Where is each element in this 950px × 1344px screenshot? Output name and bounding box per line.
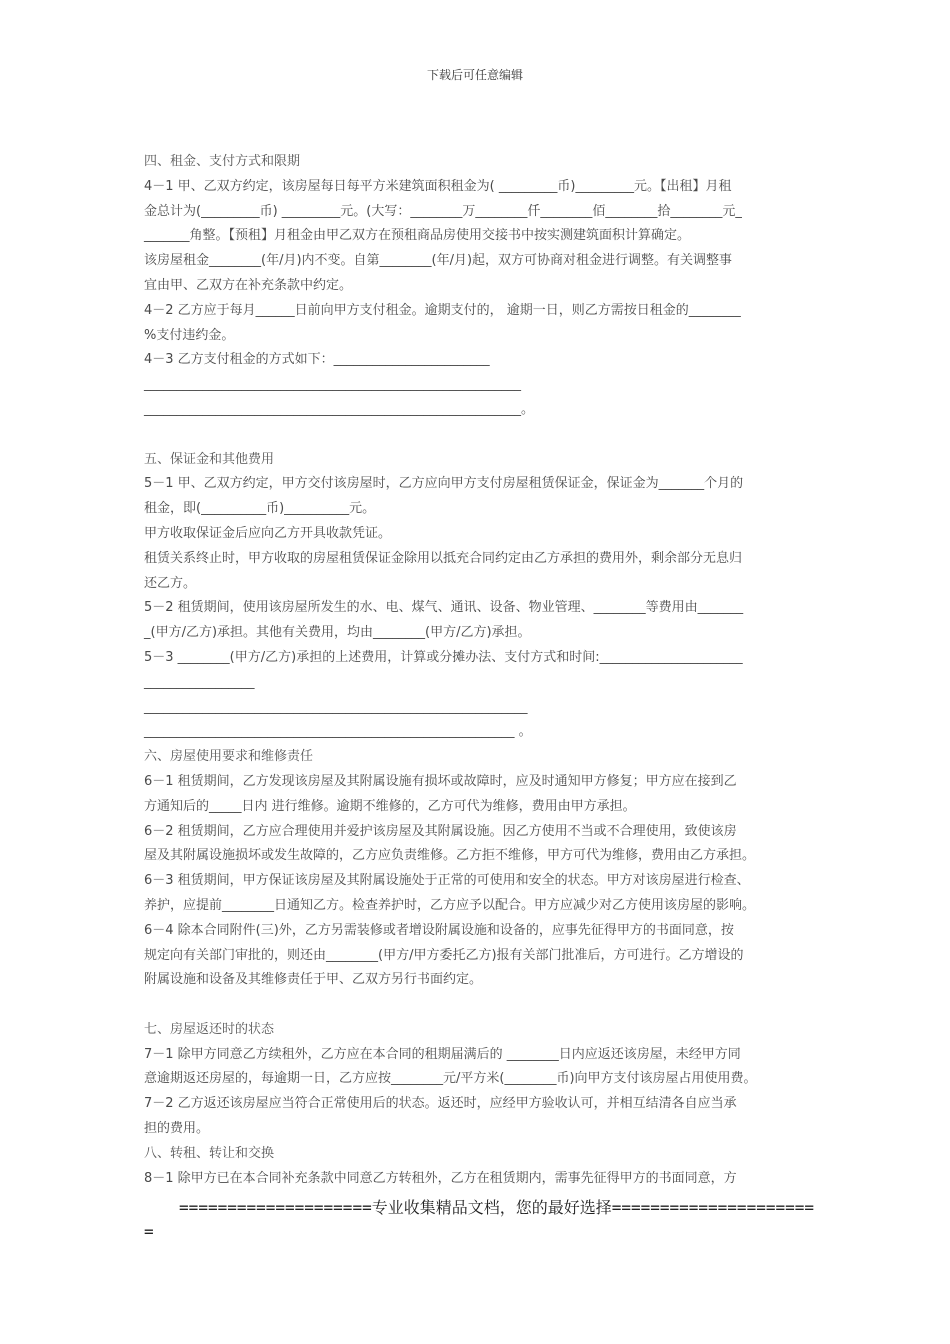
section-heading: 七、房屋返还时的状态 <box>144 1021 275 1037</box>
clause-line: %支付违约金。 <box>144 327 235 343</box>
page-header: 下载后可任意编辑 <box>426 68 523 82</box>
clause-line: 6－4 除本合同附件(三)外，乙方另需装修或者增设附属设施和设备的，应事先征得甲方的书面同意，按 <box>144 922 734 938</box>
clause-line: 4－3 乙方支付租金的方式如下：________________________ <box>144 352 490 368</box>
clause-line: 6－3 租赁期间，甲方保证该房屋及其附属设施处于正常的可使用和安全的状态。甲方对该房屋进行检查、 <box>144 873 750 889</box>
clause-line: 4－2 乙方应于每月______日前向甲方支付租金。逾期支付的， 逾期一日，则乙方需按日租金的________ <box>144 302 741 318</box>
clause-line: 附属设施和设备及其维修责任于甲、乙双方另行书面约定。 <box>144 972 483 988</box>
clause-line: _(甲方/乙方)承担。其他有关费用，均由________(甲方/乙方)承担。 <box>144 625 531 641</box>
clause-line: 6－1 租赁期间，乙方发现该房屋及其附属设施有损坏或故障时，应及时通知甲方修复；甲方应在接到乙 <box>144 773 737 789</box>
clause-line: 租金，即(__________币)__________元。 <box>144 501 376 517</box>
section-heading: 六、房屋使用要求和维修责任 <box>144 749 314 765</box>
clause-line: 租赁关系终止时，甲方收取的房屋租赁保证金除用以抵充合同约定由乙方承担的费用外，剩余部分无息归 <box>144 550 743 566</box>
blank-line: __________________________________________________________ <box>144 377 521 393</box>
contract-body <box>144 150 814 1191</box>
section-heading: 五、保证金和其他费用 <box>144 451 275 467</box>
clause-line: 意逾期返还房屋的，每逾期一日，乙方应按________元/平方米(________币)向甲方支付该房屋占用使用费。 <box>144 1071 757 1087</box>
clause-line: 宜由甲、乙双方在补充条款中约定。 <box>144 277 353 293</box>
clause-line: _______角整。【预租】月租金由甲乙双方在预租商品房使用交接书中按实测建筑面积计算确定。 <box>144 228 691 244</box>
clause-line: 养护，应提前________日通知乙方。检查养护时，乙方应予以配合。甲方应减少对乙方使用该房屋的影响。 <box>144 897 756 913</box>
section-heading: 四、租金、支付方式和限期 <box>144 154 301 169</box>
footer-banner-tail: = <box>144 1222 154 1241</box>
clause-line: 7－1 除甲方同意乙方续租外，乙方应在本合同的租期届满后的 ________日内应返还该房屋，未经甲方同 <box>144 1046 741 1062</box>
clause-line: 屋及其附属设施损坏或发生故障的，乙方应负责维修。乙方拒不维修，甲方可代为维修，费用由乙方承担。 <box>144 848 756 864</box>
clause-line: 该房屋租金________(年/月)内不变。自第________(年/月)起，双方可协商对租金进行调整。有关调整事 <box>144 253 733 269</box>
clause-line: 6－2 租赁期间，乙方应合理使用并爱护该房屋及其附属设施。因乙方使用不当或不合理使用，致使该房 <box>144 823 737 839</box>
blank-line: _________________ <box>144 674 255 690</box>
clause-line: 规定向有关部门审批的，则还由________(甲方/甲方委托乙方)报有关部门批准后，方可进行。乙方增设的 <box>144 947 744 963</box>
clause-line: 5－3 ________(甲方/乙方)承担的上述费用，计算或分摊办法、支付方式和时间:______________________ <box>144 649 743 665</box>
clause-line: 5－1 甲、乙双方约定，甲方交付该房屋时，乙方应向甲方支付房屋租赁保证金，保证金为_______个月的 <box>144 476 744 492</box>
clause-line: 担的费用。 <box>144 1121 210 1137</box>
footer-banner: ====================专业收集精品文档，您的最好选择===================== <box>179 1198 814 1217</box>
clause-line: 甲方收取保证金后应向乙方开具收款凭证。 <box>144 525 392 541</box>
section-heading: 八、转租、转让和交换 <box>144 1145 275 1161</box>
blank-line: _________________________________________________________ 。 <box>144 724 532 740</box>
clause-line: 4－1 甲、乙双方约定，该房屋每日每平方米建筑面积租金为( _________币)_________元。【出租】月租 <box>144 178 732 194</box>
clause-line: 方通知后的_____日内 进行维修。逾期不维修的，乙方可代为维修，费用由甲方承担。 <box>144 798 636 814</box>
clause-line: 还乙方。 <box>144 575 197 591</box>
clause-line: 金总计为(_________币) _________元。(大写：________万________仟________佰________拾________元_ <box>144 203 742 219</box>
blank-line: __________________________________________________________。 <box>144 401 534 417</box>
blank-line: ___________________________________________________________ <box>144 699 528 715</box>
clause-line: 7－2 乙方返还该房屋应当符合正常使用后的状态。返还时，应经甲方验收认可，并相互结清各自应当承 <box>144 1096 737 1112</box>
clause-line: 5－2 租赁期间，使用该房屋所发生的水、电、煤气、通讯、设备、物业管理、________等费用由_______ <box>144 600 744 616</box>
page-footer <box>144 1196 814 1244</box>
clause-line: 8－1 除甲方已在本合同补充条款中同意乙方转租外，乙方在租赁期内，需事先征得甲方的书面同意，方 <box>144 1170 737 1186</box>
